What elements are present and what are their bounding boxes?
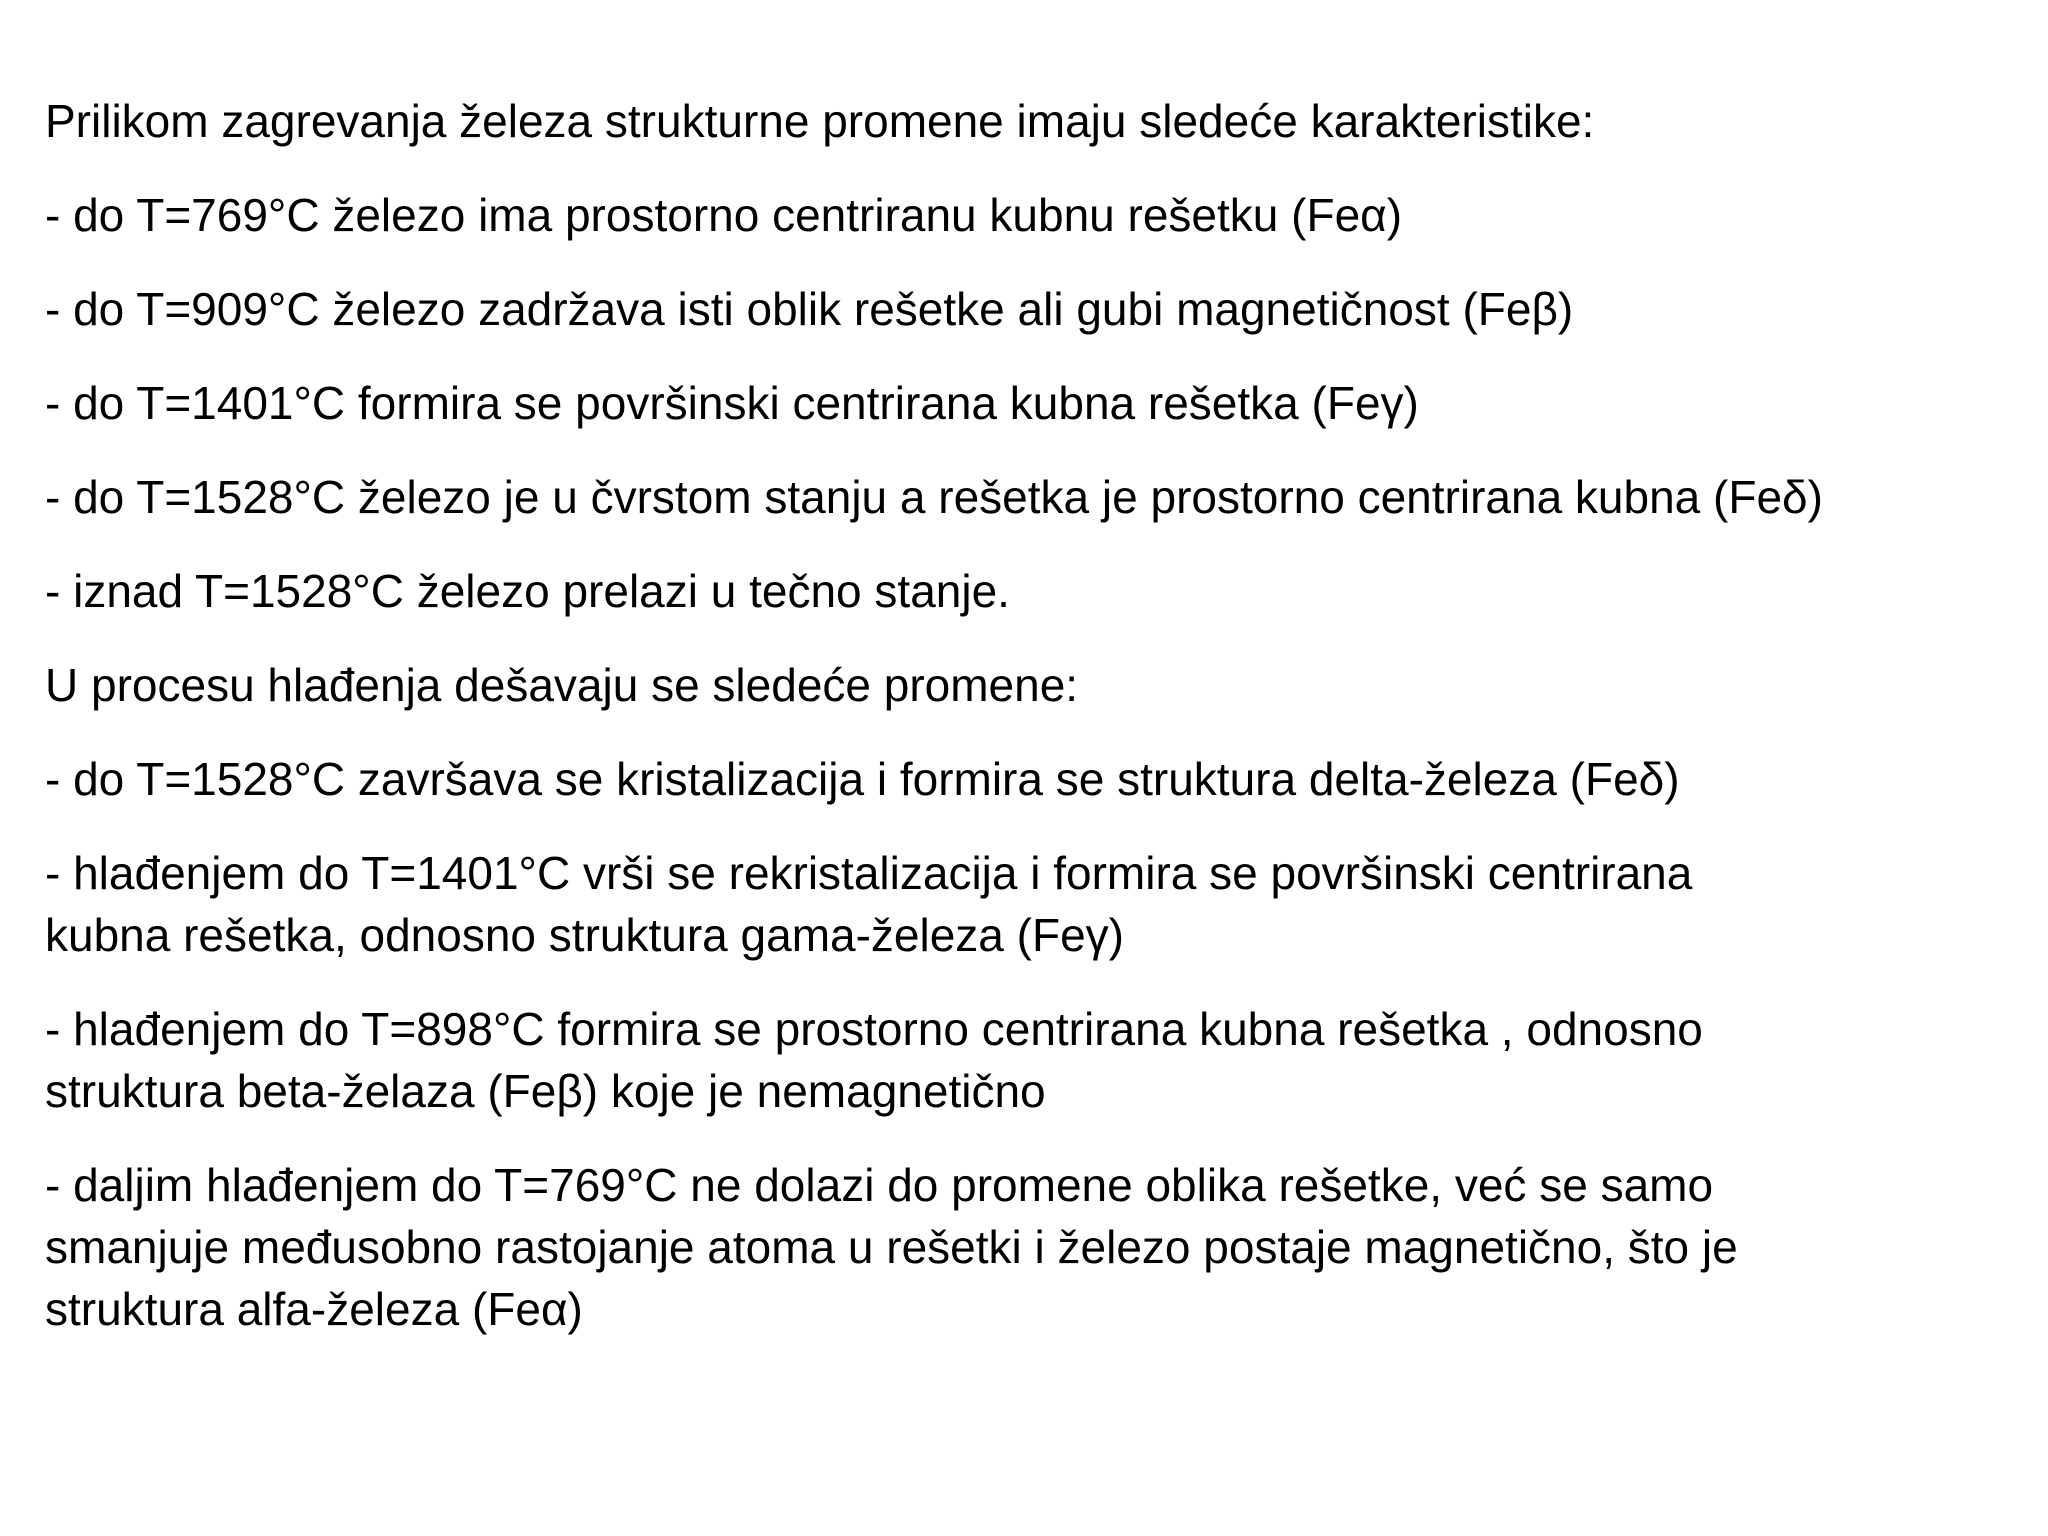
cooling-item <box>45 998 2035 1122</box>
heating-intro: Prilikom zagrevanja železa strukturne promene imaju sledeće karakteristike: <box>45 95 1595 147</box>
heating-item: - do T=769°C železo ima prostorno centriranu kubnu rešetku (Feα) <box>45 189 1403 241</box>
cooling-item: - do T=1528°C završava se kristalizacija i formira se struktura delta-železa (Feδ) <box>45 753 1680 805</box>
heating-item: - do T=1401°C formira se površinski centrirana kubna rešetka (Feγ) <box>45 377 1419 429</box>
cooling-item-line: struktura beta-želaza (Feβ) koje je nemagnetično <box>45 1065 1046 1117</box>
heating-item: - iznad T=1528°C železo prelazi u tečno stanje. <box>45 565 1010 617</box>
cooling-item-line: - hlađenjem do T=898°C formira se prostorno centrirana kubna rešetka , odnosno <box>45 1003 1703 1055</box>
heating-item: - do T=909°C železo zadržava isti oblik rešetke ali gubi magnetičnost (Feβ) <box>45 283 1574 335</box>
cooling-item <box>45 1154 2035 1340</box>
cooling-item-line: smanjuje međusobno rastojanje atoma u rešetki i železo postaje magnetično, što je <box>45 1221 1738 1273</box>
heating-item: - do T=1528°C železo je u čvrstom stanju a rešetka je prostorno centrirana kubna (Feδ) <box>45 471 1823 523</box>
cooling-item-line: - daljim hlađenjem do T=769°C ne dolazi do promene oblika rešetke, već se samo <box>45 1159 1714 1211</box>
cooling-item-line: struktura alfa-železa (Feα) <box>45 1283 583 1335</box>
cooling-item-line: - hlađenjem do T=1401°C vrši se rekristalizacija i formira se površinski centrirana <box>45 847 1693 899</box>
cooling-intro: U procesu hlađenja dešavaju se sledeće promene: <box>45 659 1079 711</box>
cooling-item <box>45 842 2035 966</box>
slide-content <box>45 90 2035 1372</box>
cooling-item-line: kubna rešetka, odnosno struktura gama-železa (Feγ) <box>45 909 1124 961</box>
